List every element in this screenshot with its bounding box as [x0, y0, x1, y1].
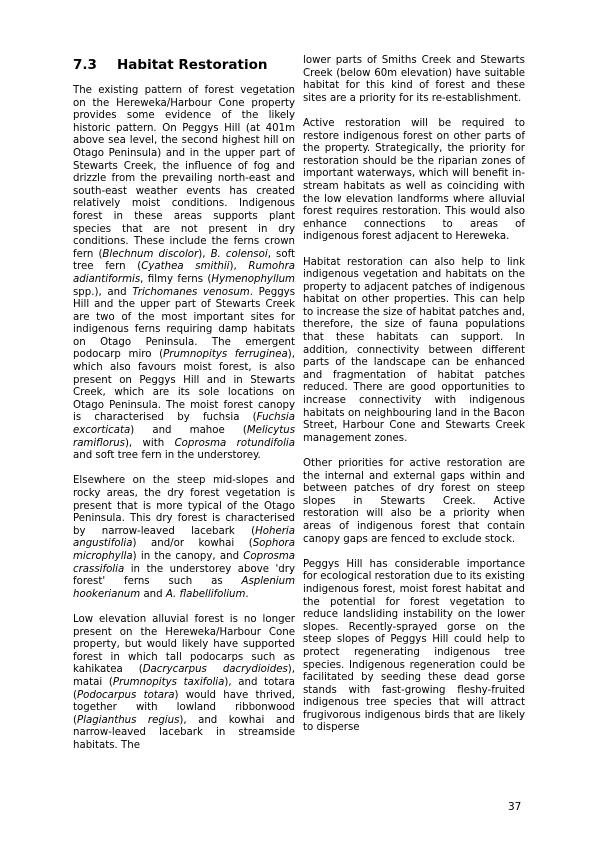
- species-name: Coprosma crassifolia: [73, 550, 295, 575]
- section-heading: [73, 57, 295, 74]
- text-run: in the understorey above 'dry forest' ferns such as: [73, 563, 295, 588]
- species-name: Trichomanes venosum: [132, 286, 250, 298]
- text-run: ), and kowhai and narrow-leaved lacebark in streamside habitats. The: [73, 714, 295, 751]
- text-run: Habitat restoration can also help to link indigenous vegetation and habitats on the property to adjacent patches of indigenous habitat on other properties. This can help to increase the size of habitat patches and, therefore, the size of fauna populations that these habitats can support. In addition, connectivity between different parts of the landscape can be enhanced and fragmentation of habitat patches reduced. There are good opportunities to increase connectivity with indigenous habitats on neighbouring land in the Bacon Street, Harbour Cone and Stewarts Creek management zones.: [303, 256, 525, 444]
- text-run: ), and totara (: [73, 676, 295, 701]
- paragraph: [303, 55, 525, 105]
- text-run: ),: [198, 248, 211, 260]
- right-column-body: [303, 55, 525, 735]
- text-run: The existing pattern of forest vegetation on the Hereweka/Harbour Cone property provides some evidence of the likely historic pattern. On Peggys Hill (at 401m above sea level, the second highest hill on Otago Peninsula) and in the upper part of Stewarts Creek, the influence of fog and drizzle from the prevailing north-east and south-east weather events has created relatively moist conditions. Indigenous forest in these areas supports plant species that are not present in dry conditions. These include the ferns crown fern (: [73, 85, 295, 260]
- text-run: ), which also favours moist forest, is also present on Peggys Hill and in Stewarts Creek, which are its sole locations on Otago Peninsula. The moist forest canopy is characterised by fuchsia (: [73, 349, 295, 424]
- text-run: Other priorities for active restoration are the internal and external gaps within and between patches of dry forest on steep slopes in Stewarts Creek. Active restoration will also be a priority when areas of indigenous forest that contain canopy gaps are fenced to exclude stock.: [303, 458, 525, 545]
- left-column-body: [73, 85, 295, 752]
- left-column: [73, 55, 295, 765]
- paragraph: [73, 85, 295, 463]
- text-run: .: [245, 588, 249, 600]
- paragraph: [73, 614, 295, 753]
- text-run: Peggys Hill has considerable importance for ecological restoration due to its existing indigenous forest, moist forest habitat and the potential for forest vegetation to reduce landsliding instability on the lower slopes. Recently-sprayed gorse on the steep slopes of Peggys Hill could help to protect regenerating indigenous tree species. Indigenous regeneration could be facilitated by seeding these dead gorse stands with fast-growing fleshy-fruited indigenous tree species that will attract frugivorous indigenous birds that are likely to disperse: [303, 558, 525, 734]
- text-run: , soft tree fern (: [73, 248, 295, 273]
- species-name: Hoheria angustifolia: [73, 525, 295, 550]
- paragraph: [303, 118, 525, 244]
- text-run: Active restoration will be required to restore indigenous forest on other parts of the property. Strategically, the priority for restoration should be the riparian zones of important waterways, which will benefit in-stream habitats as well as coinciding with the low elevation landforms where alluvial forest requires restoration. This would also enhance connections to areas of indigenous forest adjacent to Hereweka.: [303, 117, 525, 243]
- species-name: Sophora microphylla: [73, 538, 295, 562]
- species-name: Dacrycarpus dacrydioides: [142, 664, 288, 676]
- text-run: ), with: [124, 437, 175, 449]
- species-name: Podocarpus totara: [76, 689, 175, 701]
- paragraph: [73, 475, 295, 601]
- species-name: Hymenophyllum: [211, 273, 295, 285]
- species-name: Plagianthus regius: [76, 714, 180, 726]
- text-run: ) and/or kowhai (: [132, 538, 253, 550]
- text-run: ) and mahoe (: [130, 425, 247, 437]
- paragraph: [303, 257, 525, 446]
- species-name: Fuchsia excorticata: [73, 412, 295, 437]
- species-name: Prumnopitys taxifolia: [112, 676, 225, 688]
- text-run: and: [140, 588, 166, 600]
- right-column: [303, 55, 525, 748]
- species-name: Rumohra adiantiformis: [73, 261, 296, 285]
- species-name: Asplenium hookerianum: [73, 576, 295, 600]
- species-name: A. flabellifolium: [165, 588, 246, 600]
- species-name: Cyathea smithii: [141, 261, 230, 273]
- species-name: Blechnum discolor: [102, 248, 199, 260]
- paragraph: [303, 559, 525, 735]
- text-run: ) would have thrived, together with lowland ribbonwood (: [73, 689, 295, 726]
- text-run: . Peggys Hill and the upper part of Stewarts Creek are two of the most important sites for indigenous ferns requiring damp habitats on Otago Peninsula. The emergent podocarp miro (: [73, 286, 295, 361]
- species-name: Prumnopitys ferruginea: [163, 349, 288, 361]
- paragraph: [303, 458, 525, 546]
- text-run: Low elevation alluvial forest is no longer present on the Hereweka/Harbour Cone property, but would likely have supported forest in which tall podocarps such as kahikatea (: [73, 613, 295, 676]
- text-run: spp.), and: [73, 286, 133, 298]
- text-run: lower parts of Smiths Creek and Stewarts Creek (below 60m elevation) have suitable habitat for this kind of forest and these sites are a priority for its re-establishment.: [303, 55, 525, 104]
- section-title: Habitat Restoration: [117, 57, 268, 73]
- text-run: ) in the canopy, and: [132, 550, 244, 562]
- text-run: ),: [229, 261, 249, 273]
- section-number: 7.3: [73, 57, 97, 73]
- text-run: , filmy ferns (: [140, 273, 212, 285]
- text-run: ), matai (: [73, 664, 295, 688]
- species-name: Coprosma rotundifolia: [174, 437, 296, 449]
- species-name: B. colensoi: [210, 248, 268, 260]
- text-run: and soft tree fern in the understorey.: [73, 450, 261, 462]
- text-run: Elsewhere on the steep mid-slopes and rocky areas, the dry forest vegetation is present that is more typical of the Otago Peninsula. This dry forest is characterised by narrow-leaved lacebark (: [73, 475, 295, 537]
- page-number: 37: [508, 801, 522, 813]
- species-name: Melicytus ramiflorus: [73, 425, 295, 449]
